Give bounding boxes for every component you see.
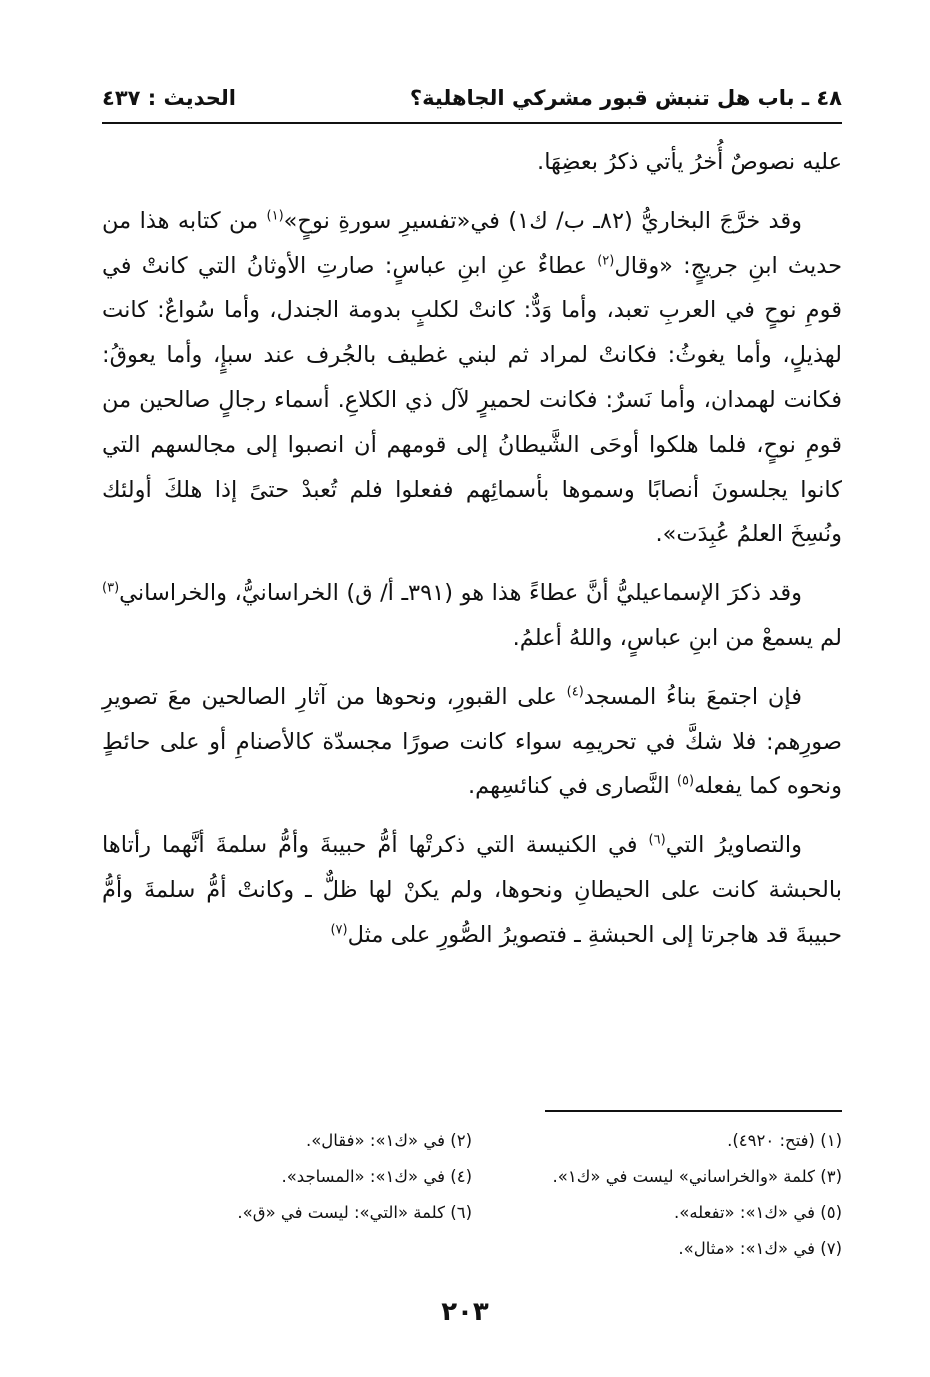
paragraph-1 [102,140,842,185]
paragraph-text: عطاءٌ عنِ ابنِ عباسٍ: صارتِ الأوثانُ التي كانتْ في قومِ نوحٍ في العربِ تعبد، وأما وَدٌّ: كانتْ لكلبٍ بدومة الجندل، وأما سُواعٌ: كانت لهذيلٍ، وأما يغوثُ: فكانتْ لمراد ثم لبني غطيف بالجُرف عند سبإٍ، وأما يعوقُ: فكانت لهمدان، وأما نَسرٌ: فكانت لحميرٍ لآل ذي الكلاعِ. أسماء رجالٍ صالحين من قومِ نوحٍ، فلما هلكوا أوحَى الشَّيطانُ إلى قومهم أن انصبوا إلى مجالسهم التي كانوا يجلسونَ أنصابًا وسموها بأسمائِهم ففعلوا فلم تُعبدْ حتىً إذا هلكَ أولئك ونُسِخَ العلمُ عُبِدَت». [102,252,842,548]
paragraph-3 [102,571,842,661]
paragraph-text: على القبورِ، ونحوها من آثارِ الصالحين معَ تصويرِ صورِهم: فلا شكَّ في تحريمِه سواء كانت صورًا مجسدّة كالأصنامِ أو على حائطٍ ونحوه كما يفعله [102,683,842,800]
paragraph-text: وقد خرَّجَ البخاريُّ (٨٢ـ ب/ ك١) في«تفسيرِ سورةِ نوحٍ» [283,207,802,234]
footnote-row [102,1231,842,1267]
footnote-7: (٧) في «ك١»: «مثال». [678,1239,842,1258]
footnote-divider [545,1110,842,1112]
paragraph-2 [102,199,842,557]
footnote-marker[interactable]: (٢) [597,253,615,269]
footnote-6: (٦) كلمة «التي»: ليست في «ق». [237,1203,472,1222]
footnote-2: (٢) في «ك١»: «فقال». [305,1131,472,1150]
footnotes [102,1123,842,1267]
page-number: ٢٠٣ [441,1297,489,1327]
running-header [102,78,842,118]
footnote-marker[interactable]: (١) [266,208,284,224]
paragraph-5 [102,823,842,957]
paragraph-text: والتصاويرُ التي [665,832,802,859]
main-text [102,140,842,958]
footnote-marker[interactable]: (٥) [676,773,695,789]
footnote-3: (٣) كلمة «والخراساني» ليست في «ك١». [552,1167,842,1186]
footnote-row [102,1123,842,1159]
paragraph-text: في الكنيسة التي ذكرتْها أمُّ حبيبةَ وأمُّ سلمةَ أنَّهما رأتاها بالحبشة كانت على الحيطانِ ونحوها، ولم يكنْ لها ظلٌّ ـ وكانتْ أمُّ سلمةَ وأمُّ حبيبةَ قد هاجرتا إلى الحبشةِ ـ فتصويرُ الصُّورِ على مثل [102,832,842,948]
paragraph-text: النَّصارى في كنائسِهم. [468,773,670,800]
paragraph-text: عليه نصوصٌ أُخرُ يأتي ذكرُ بعضِهَا. [537,149,842,175]
footnote-4: (٤) في «ك١»: «المساجد». [281,1167,472,1186]
paragraph-text: وقد ذكرَ الإسماعيليُّ أنَّ عطاءً هذا هو (٣٩١ـ أ/ ق) الخراسانيُّ، والخراساني [119,580,802,607]
footnote-row [102,1195,842,1231]
footnote-marker[interactable]: (٤) [566,684,584,700]
hadith-number: الحديث : ٤٣٧ [102,86,236,110]
paragraph-text: فإن اجتمعَ بناءُ المسجد [583,683,802,710]
paragraph-4 [102,675,842,809]
footnote-marker[interactable]: (٣) [102,580,120,596]
footnote-5: (٥) في «ك١»: «تفعله». [674,1203,842,1222]
footnote-marker[interactable]: (٧) [330,922,348,938]
header-divider [102,122,842,124]
chapter-title: ٤٨ ـ باب هل تنبش قبور مشركي الجاهلية؟ [409,86,842,110]
footnote-row [102,1159,842,1195]
paragraph-text: لم يسمعْ من ابنِ عباسٍ، واللهُ أعلمُ. [512,624,842,651]
paragraph-text: من كتابه هذا من حديث ابنِ جريجٍ: «وقال [102,207,842,279]
footnote-1: (١) (فتح: ٤٩٢٠). [727,1131,842,1150]
footnote-marker[interactable]: (٦) [648,832,666,848]
